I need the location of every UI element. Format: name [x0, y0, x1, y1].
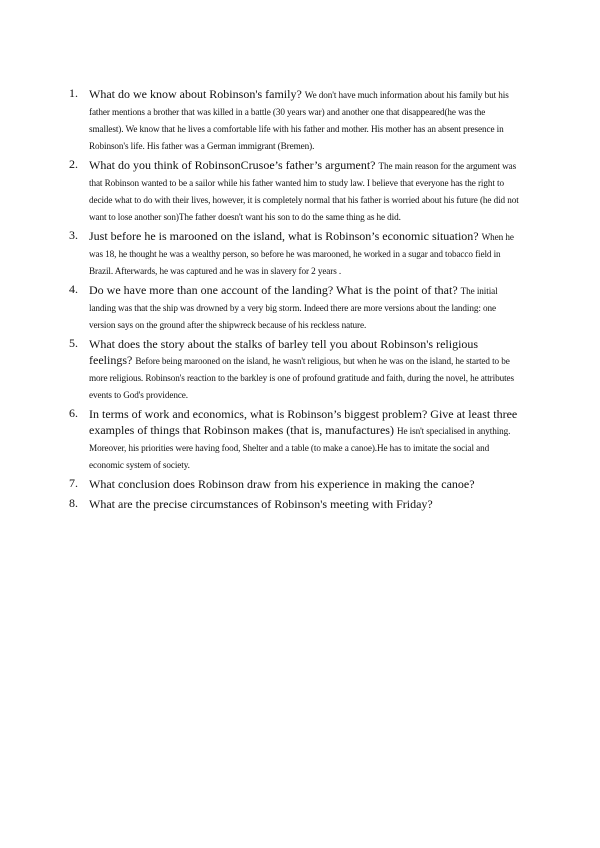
- list-item: [69, 228, 519, 279]
- list-item: [69, 476, 519, 493]
- answer-text: The main reason for the argument was that Robinson wanted to be a sailor while his father wanted him to study law. I believe that everyone has the right to decide what to do with their lives, however, it is completely normal that his father is worried about his future (he did not want to lose another son)The father doesn't want his son to do the same thing as he did.: [89, 161, 519, 222]
- answer-text: Before being marooned on the island, he wasn't religious, but when he was on the island, he started to be more religious. Robinson's reaction to the barkley is one of profound gratitude and faith, during the novel, he attributes events to God's providence.: [89, 356, 514, 400]
- list-item: [69, 86, 519, 154]
- item-number: 1.: [69, 86, 78, 100]
- question-list: [69, 86, 519, 516]
- question-text: What do you think of RobinsonCrusoe’s father’s argument?: [89, 158, 379, 172]
- list-item: [69, 496, 519, 513]
- list-item: [69, 282, 519, 333]
- answer-text: We don't have much information about his family but his father mentions a brother that was killed in a battle (30 years war) and another one that disappeared(he was the smallest). We know that he lives a comfortable life with his father and mother. His mother has an absent presence in Robinson's life. His father was a German immigrant (Bremen).: [89, 90, 509, 151]
- question-text: In terms of work and economics, what is Robinson’s biggest problem? Give at least three examples of things that Robinson makes (that is, manufactures): [89, 407, 518, 437]
- list-item: [69, 336, 519, 403]
- item-number: 2.: [69, 157, 78, 171]
- question-text: What are the precise circumstances of Robinson's meeting with Friday?: [89, 497, 433, 511]
- question-text: What does the story about the stalks of barley tell you about Robinson's religious feelings?: [89, 337, 479, 367]
- answer-text: The initial landing was that the ship was drowned by a very big storm. Indeed there are more versions about the landing: one version says on the ground after the shipwreck because of his reckless nature.: [89, 286, 498, 330]
- question-text: Do we have more than one account of the landing? What is the point of that?: [89, 283, 461, 297]
- item-number: 8.: [69, 496, 78, 510]
- item-number: 3.: [69, 228, 78, 242]
- answer-text: He isn't specialised in anything. Moreover, his priorities were having food, Shelter and a table (to make a canoe).He has to imitate the social and economic system of society.: [89, 426, 511, 470]
- list-item: [69, 406, 519, 473]
- item-number: 4.: [69, 282, 78, 296]
- item-number: 6.: [69, 406, 78, 420]
- list-item: [69, 157, 519, 225]
- item-number: 7.: [69, 476, 78, 490]
- question-text: What do we know about Robinson's family?: [89, 87, 305, 101]
- question-text: What conclusion does Robinson draw from his experience in making the canoe?: [89, 477, 475, 491]
- answer-text: When he was 18, he thought he was a wealthy person, so before he was marooned, he worked in a sugar and tobacco field in Brazil. Afterwards, he was captured and he was in slavery for 2 years .: [89, 232, 514, 276]
- item-number: 5.: [69, 336, 78, 350]
- question-text: Just before he is marooned on the island, what is Robinson’s economic situation?: [89, 229, 482, 243]
